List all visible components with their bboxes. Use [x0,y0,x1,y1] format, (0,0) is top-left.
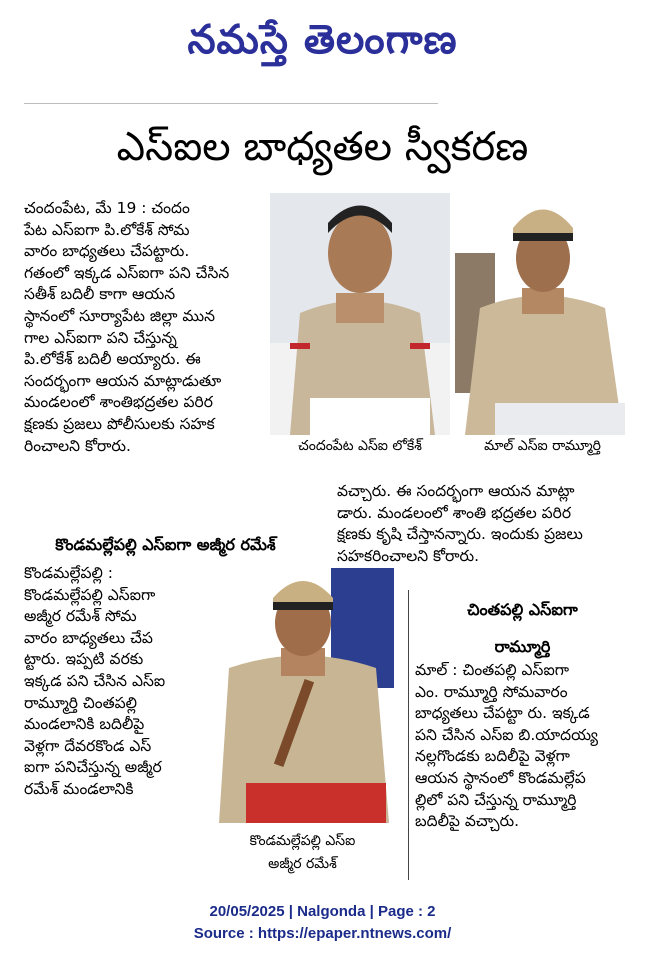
photo-rammurthy [455,193,630,435]
text-line: స్థానంలో సూర్యాపేట జిల్లా మున [24,306,216,325]
text-line: డారు. మండలంలో శాంతి భద్రతల పరిర [337,503,572,522]
text-line: గతంలో ఇక్కడ ఎస్ఐగా పని చేసిన [24,263,230,282]
officer-portrait-icon [211,568,394,823]
masthead-divider [24,103,438,104]
text-line: కొండమల్లేపల్లి ఎస్ఐగా [24,585,156,604]
section-chintapally-heading-2: రామ్మూర్తి [494,637,551,656]
officer-portrait-icon [455,193,630,435]
text-line: పేట ఎస్ఐగా పి.లోకేశ్ సోమ [24,220,190,239]
text-line: మండలానికి బదిలీపై [24,715,145,734]
text-line: వారం బాధ్యతలు చేపట్టారు. [24,242,190,261]
text-line: సహకరించాలని కోరారు. [337,546,480,565]
text-line: క్షణకు కృషి చేస్తానన్నారు. ఇందుకు ప్రజలు [337,525,583,544]
photo-ramesh-caption-2: అజ్మీర రమేశ్ [268,856,337,872]
photo-ramesh-caption-1: కొండమల్లేపల్లి ఎస్ఐ [249,833,356,849]
text-line: ఆయన స్థానంలో కొండమల్లేప [415,768,586,787]
officer-portrait-icon [270,193,450,435]
text-line: వచ్చారు. ఈ సందర్భంగా ఆయన మాట్లా [337,482,575,500]
footer-source: Source : https://epaper.ntnews.com/ [193,925,452,942]
section-chintapally-heading-1: చింతపల్లి ఎస్ఐగా [467,600,578,619]
section-kondamallepally-heading: కొండమల్లేపల్లి ఎస్ఐగా అజ్మీర రమేశ్ [55,535,276,554]
column-divider [408,590,409,880]
text-line: గాల ఎస్ఐగా పని చేస్తున్న [24,328,177,347]
footer-date-edition: 20/05/2025 | Nalgonda | Page : 2 [209,903,436,920]
text-line: సతీశ్ బదిలీ కాగా ఆయన [24,285,176,304]
text-line: ల్లిలో పని చేస్తున్న రామ్మూర్తి [415,790,577,809]
text-line: క్షణకు ప్రజలు పోలీసులకు సహక [24,414,215,433]
text-line: రమేశ్ మండలానికి [24,779,134,798]
text-line: సందర్భంగా ఆయన మాట్లాడుతూ [24,371,222,390]
section-kondamallepally-body [24,563,200,801]
text-line: వారం బాధ్యతలు చేప [24,628,153,647]
text-line: పని చేసిన ఎస్ఐ బి.యాదయ్య [415,725,598,744]
masthead-logo: నమస్తే తెలంగాణ [187,17,458,63]
section-chintapally-body [415,660,633,833]
text-line: రామ్మూర్తి చింతపల్లి [24,693,138,712]
text-line: ఇక్కడ పని చేసిన ఎస్ఐ [24,671,166,690]
article-column-1 [24,198,258,457]
article-headline: ఎస్ఐల బాధ్యతల స్వీకరణ [116,124,529,170]
text-line: వెళ్లగా దేవరకొండ ఎస్ [24,736,152,755]
text-line: కొండమల్లేపల్లి : [24,564,114,582]
text-line: ట్టారు. ఇప్పటి వరకు [24,650,144,669]
photo-ramesh [211,568,394,823]
article-column-2-continuation [337,481,620,567]
photo-rammurthy-caption: మాల్ ఎస్ఐ రామ్మూర్తి [484,438,601,454]
photo-lokesh-caption: చందంపేట ఎస్ఐ లోకేశ్ [298,438,422,454]
text-line: రించాలని కోరారు. [24,436,131,455]
text-line: బాధ్యతలు చేపట్టా రు. ఇక్కడ [415,704,590,723]
text-line: మాల్ : చింతపల్లి ఎస్ఐగా [415,661,569,679]
text-line: పి.లోకేశ్ బదిలీ అయ్యారు. ఈ [24,350,201,369]
text-line: ఎం. రామ్మూర్తి సోమవారం [415,682,568,701]
text-line: నల్లగొండకు బదిలీపై వెళ్లగా [415,747,570,766]
text-line: అజ్మీర రమేశ్ సోమ [24,607,137,626]
text-line: బదిలీపై వచ్చారు. [415,812,520,831]
text-line: మండలంలో శాంతిభద్రతల పరిర [24,393,213,412]
photo-lokesh [270,193,450,435]
text-line: ఐగా పనిచేస్తున్న అజ్మీర [24,758,162,777]
text-line: చందంపేట, మే 19 : చందం [24,199,190,217]
